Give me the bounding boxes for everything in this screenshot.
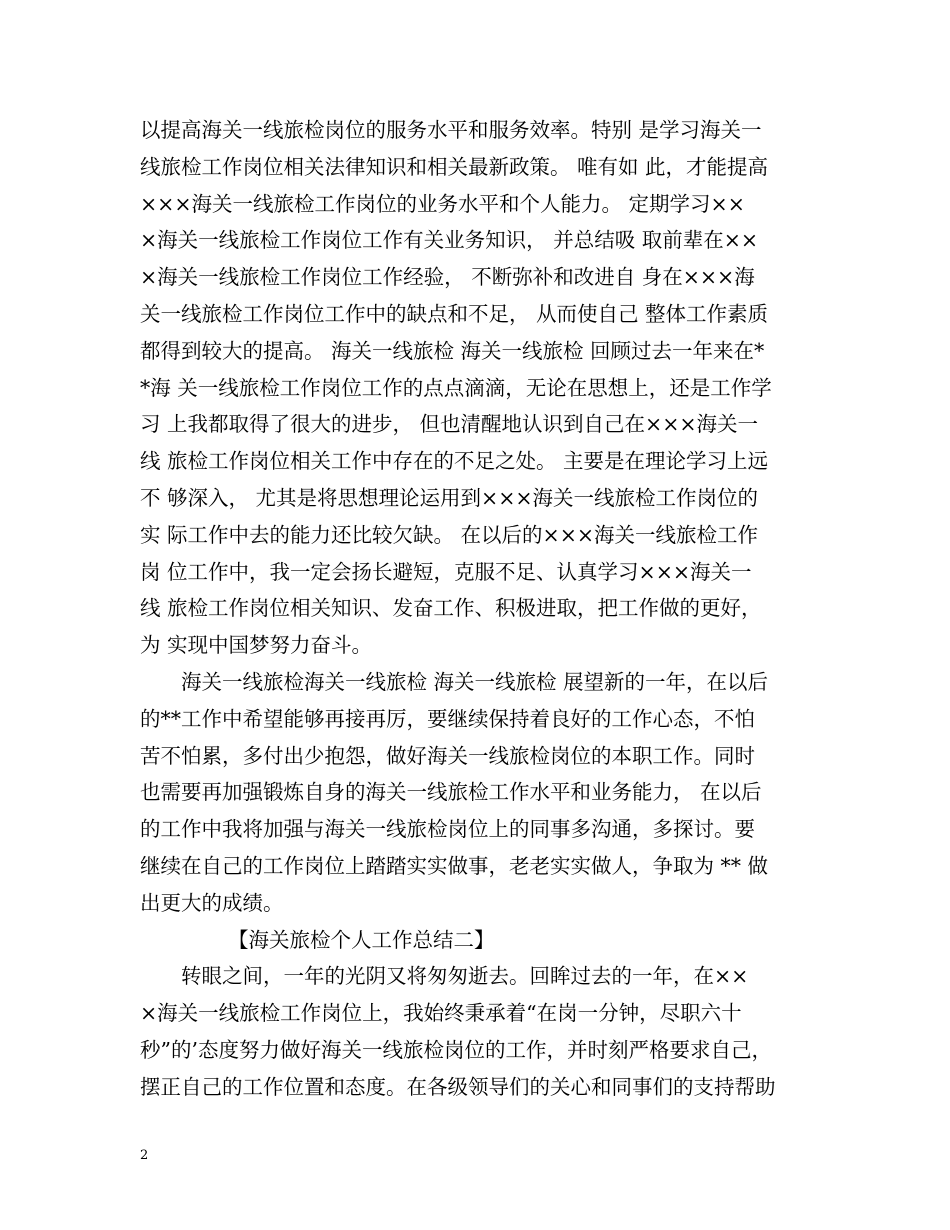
text-line: 以提高海关一线旅检岗位的服务水平和服务效率。特别 是学习海关一 (140, 118, 762, 142)
page-number: 2 (140, 1148, 149, 1163)
text-line: 线 旅检工作岗位相关知识、发奋工作、积极进取，把工作做的更好， (140, 596, 762, 621)
text-line: 线旅检工作岗位相关法律知识和相关最新政策。 唯有如 此，才能提高 (140, 154, 769, 179)
text-line: ×××海关一线旅检工作岗位的业务水平和个人能力。 定期学习×× (140, 191, 745, 216)
text-line: 继续在自己的工作岗位上踏踏实实做事，老老实实做人，争取为 ** 做 (140, 853, 769, 878)
text-line: 为 实现中国梦努力奋斗。 (140, 633, 373, 658)
text-line: 关一线旅检工作岗位工作中的缺点和不足， 从而使自己 整体工作素质 (140, 301, 769, 326)
text-line: *海 关一线旅检工作岗位工作的点点滴滴，无论在思想上，还是工作学 (140, 375, 772, 400)
text-line: 习 上我都取得了很大的进步， 但也清醒地认识到自己在×××海关一 (140, 412, 759, 437)
text-line: 的**工作中希望能够再接再厉，要继续保持着良好的工作心态，不怕 (140, 706, 755, 731)
text-line: 出更大的成绩。 (140, 890, 284, 915)
text-line: 的工作中我将加强与海关一线旅检岗位上的同事多沟通，多探讨。要 (140, 817, 755, 842)
text-line: ×海关一线旅检工作岗位工作有关业务知识， 并总结吸 取前辈在×× (140, 228, 759, 253)
text-line: 岗 位工作中，我一定会扬长避短，克服不足、认真学习×××海关一 (140, 559, 752, 584)
text-line: 线 旅检工作岗位相关工作中存在的不足之处。 主要是在理论学习上远 (140, 449, 769, 474)
text-line: 实 际工作中去的能力还比较欠缺。 在以后的×××海关一线旅检工作 (140, 522, 759, 547)
paragraph-start-line: 转眼之间，一年的光阴又将匆匆逝去。回眸过去的一年，在×× (181, 964, 749, 989)
paragraph-start-line: 海关一线旅检海关一线旅检 海关一线旅检 展望新的一年，在以后 (181, 669, 769, 694)
text-line: 摆正自己的工作位置和态度。在各级领导们的关心和同事们的支持帮助 (140, 1074, 776, 1099)
text-line: ×海关一线旅检工作岗位工作经验， 不断弥补和改进自 身在×××海 (140, 265, 755, 290)
text-line: 秒”的’态度努力做好海关一线旅检岗位的工作，并时刻严格要求自己， (140, 1037, 772, 1062)
section-heading: 【海关旅检个人工作总结二】 (228, 927, 495, 952)
body-text (140, 112, 830, 1106)
text-line: 苦不怕累，多付出少抱怨，做好海关一线旅检岗位的本职工作。同时 (140, 743, 755, 768)
text-line: ×海关一线旅检工作岗位上，我始终秉承着“在岗一分钟，尽职六十 (140, 1001, 742, 1026)
text-line: 都得到较大的提高。 海关一线旅检 海关一线旅检 回顾过去一年来在* (140, 338, 765, 363)
text-line: 不 够深入， 尤其是将思想理论运用到×××海关一线旅检工作岗位的 (140, 485, 759, 510)
text-line: 也需要再加强锻炼自身的海关一线旅检工作水平和业务能力， 在以后 (140, 780, 762, 805)
